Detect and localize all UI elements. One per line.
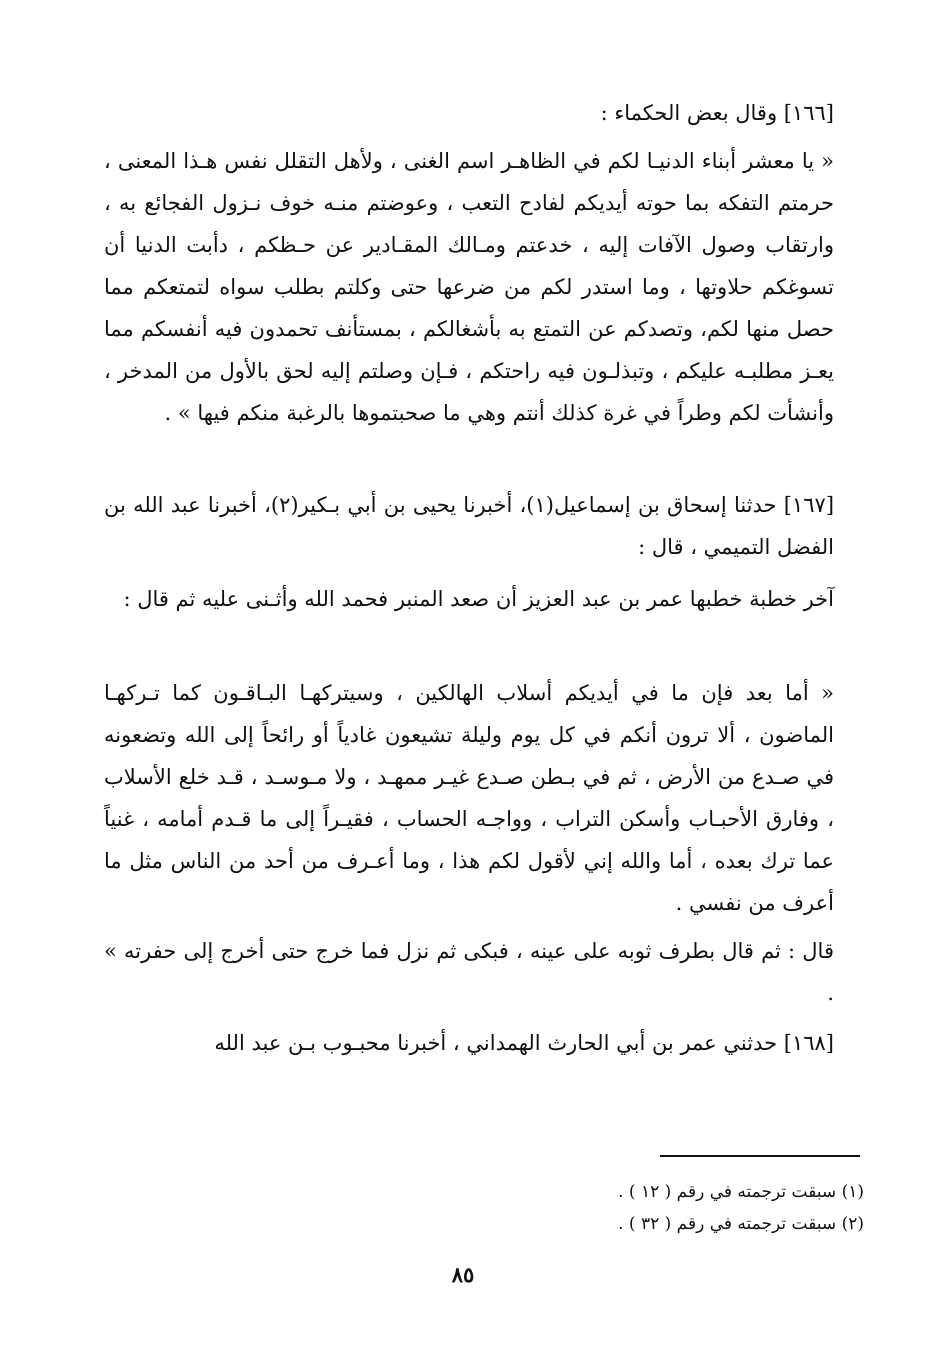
- paragraph-166-quote: « يا معشر أبناء الدنيـا لكم في الظاهـر اسم الغنى ، ولأهل التقلل نفس هـذا المعنى ، حرمتم التفكه بما حوته أيديكم لفادح التعب ، وعوضتم منـه خوف نـزول الفجائع به ، وارتقاب وصول الآفات إليه ، خدعتم ومـالك المقـادير عن حـظكم ، دأبت الدنيا أن تسوغكم حلاوتها ، وما استدر لكم من ضرعها حتى وكلتم بطلب سواه لتمتعكم مما حصل منها لكم، وتصدكم عن التمتع به بأشغالكم ، بمستأنف تحمدون فيه أنفسكم مما يعـز مطلبـه عليكم ، وتبذلـون فيه راحتكم ، فـإن وصلتم إليه لحق بالأول من المدخر ، وأنشأت لكم وطراً في غرة كذلك أنتم وهي ما صحبتموها بالرغبة منكم فيها » .: [104, 149, 834, 425]
- footnote-2: (٢) سبقت ترجمته في رقم ( ٣٢ ) .: [618, 1214, 864, 1234]
- paragraph-166-heading: [١٦٦] وقال بعض الحكماء :: [600, 101, 834, 125]
- footnote-1: (١) سبقت ترجمته في رقم ( ١٢ ) .: [618, 1182, 864, 1202]
- paragraph-167-isnad: [١٦٧] حدثنا إسحاق بن إسماعيل(١)، أخبرنا يحيى بن أبي بـكير(٢)، أخبرنا عبد الله بن الفضل التميمي ، قال :: [104, 493, 835, 559]
- page-number: ٨٥: [451, 1262, 475, 1287]
- paragraph-167-closing: قال : ثم قال بطرف ثوبه على عينه ، فبكى ثم نزل فما خرج حتى أخرج إلى حفرته » .: [104, 939, 834, 1005]
- paragraph-167-intro: آخر خطبة خطبها عمر بن عبد العزيز أن صعد المنبر فحمد الله وأثـنى عليه ثم قال :: [123, 587, 834, 611]
- paragraph-168-isnad: [١٦٨] حدثني عمر بن أبي الحارث الهمداني ، أخبرنا محبـوب بـن عبد الله: [214, 1031, 834, 1055]
- paragraph-167-quote: « أما بعد فإن ما في أيديكم أسلاب الهالكين ، وسيتركهـا البـاقـون كما تـركهـا الماضون ، ألا ترون أنكم في كل يوم وليلة تشيعون غادياً أو رائحاً إلى الله وتضعونه في صـدع من الأرض ، ثم في بـطن صـدع غيـر ممهـد ، ولا مـوسـد ، قـد خلع الأسلاب ، وفارق الأحبـاب وأسكن التراب ، وواجـه الحساب ، فقيـراً إلى ما قـدم أمامه ، غنياً عما ترك بعده ، أما والله إني لأقول لكم هذا ، وما أعـرف من أحد من الناس مثل ما أعرف من نفسي .: [104, 681, 834, 915]
- footnotes: [104, 1176, 864, 1240]
- footnote-separator: [660, 1155, 860, 1157]
